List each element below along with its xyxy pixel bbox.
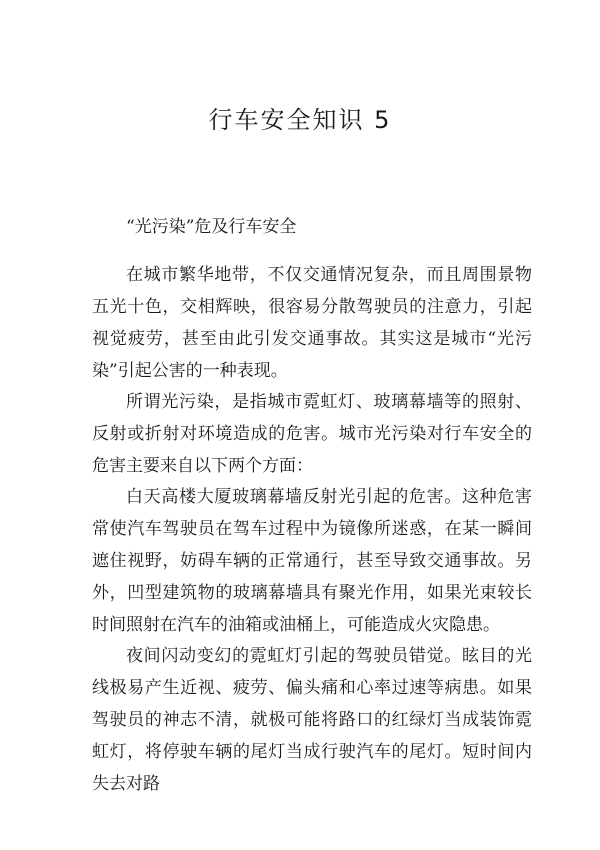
paragraph-3: 白天高楼大厦玻璃幕墙反射光引起的危害。这种危害常使汽车驾驶员在驾车过程中为镜像所迷惑，在某一瞬间遮住视野，妨碍车辆的正常通行，甚至导致交通事故。另外，凹型建筑物的玻璃幕墙具有聚光作用，如果光束较长时间照射在汽车的油箱或油桶上，可能造成火灾隐患。 [92,487,532,635]
paragraph-4: 夜间闪动变幻的霓虹灯引起的驾驶员错觉。眩目的光线极易产生近视、疲劳、偏头痛和心率过速等病患。如果驾驶员的神志不清，就极可能将路口的红绿灯当成装饰霓虹灯，将停驶车辆的尾灯当成行驶汽车的尾灯。短时间内失去对路 [92,646,532,794]
paragraph-2: 所谓光污染，是指城市霓虹灯、玻璃幕墙等的照射、反射或折射对环境造成的危害。城市光污染对行车安全的危害主要来自以下两个方面： [92,392,532,476]
document-title: 行车安全知识 5 [208,106,392,134]
section-heading: “光污染”危及行车安全 [126,217,297,237]
paragraph-1: 在城市繁华地带，不仅交通情况复杂，而且周围景物五光十色，交相辉映，很容易分散驾驶员的注意力，引起视觉疲劳，甚至由此引发交通事故。其实这是城市“光污染”引起公害的一种表现。 [92,265,532,381]
